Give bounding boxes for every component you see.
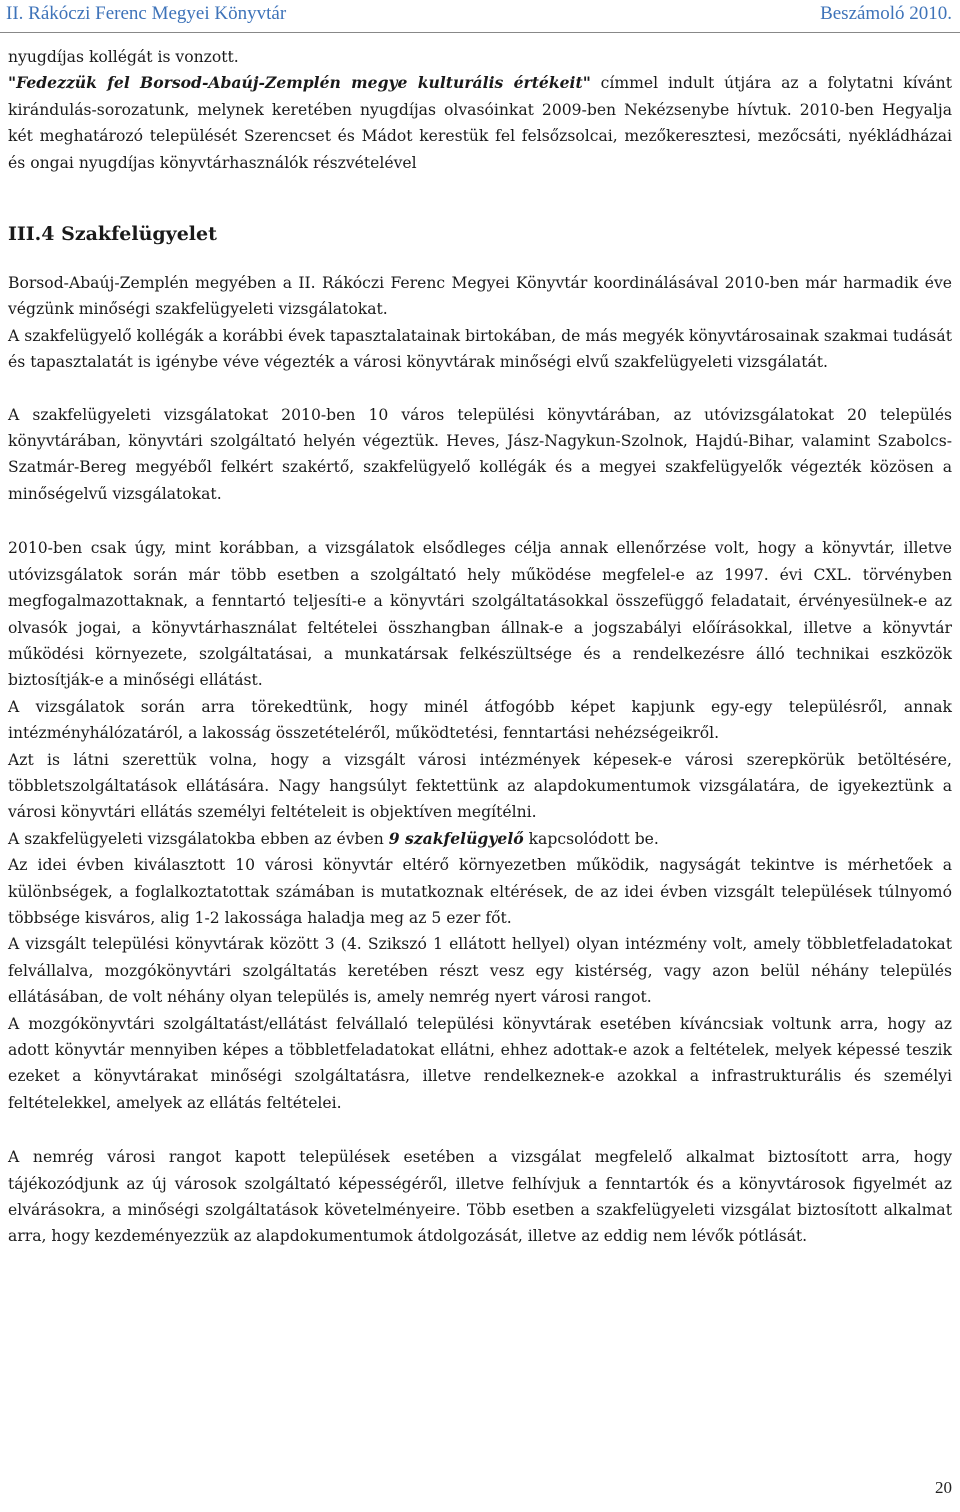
page-number: 20 xyxy=(935,1478,952,1497)
paragraph xyxy=(8,70,952,176)
section-heading: III.4 Szakfelügyelet xyxy=(8,223,217,246)
paragraph: Az idei évben kiválasztott 10 városi könyvtár eltérő környezetben működik, nagyságát tekintve is mérhetőek a különbségek, a foglalkoztatottak számában is mutatkoznak eltérések, de az idei évben vizsgált települések túlnyomó többsége kisváros, alig 1-2 lakossága haladja meg az 5 ezer főt. xyxy=(8,856,952,927)
paragraph: Borsod-Abaúj-Zemplén megyében a II. Rákóczi Ferenc Megyei Könyvtár koordinálásával 2010-ben már harmadik éve végzünk minőségi szakfelügyeleti vizsgálatokat. xyxy=(8,274,952,319)
paragraph: A szakfelügyeleti vizsgálatokat 2010-ben 10 város települési könyvtárában, az utóvizsgálatokat 20 település könyvtárában, könyvtári szolgáltató helyén végeztük. Heves, Jász-Nagykun-Szolnok, Hajdú-Bihar, valamint Szabolcs-Szatmár-Bereg megyéből felkért szakértő, szakfelügyelő kollégák és a megyei szakfelügyelők végezték közösen a minőségelvű vizsgálatokat. xyxy=(8,405,952,503)
paragraph: A vizsgálatok során arra törekedtünk, hogy minél átfogóbb képet kapjunk egy-egy településről, annak intézményhálózatáról, a lakosság összetételéről, működtetési, fenntartási nehézségeikről. xyxy=(8,697,952,743)
paragraph xyxy=(8,826,952,852)
paragraph: nyugdíjas kollégát is vonzott. xyxy=(8,48,239,66)
header-library-name: II. Rákóczi Ferenc Megyei Könyvtár xyxy=(6,3,287,24)
header-report-title: Beszámoló 2010. xyxy=(820,3,952,24)
supervisor-count: 9 szakfelügyelő xyxy=(388,828,524,848)
paragraph: A vizsgált települési könyvtárak között 3 (4. Szikszó 1 ellátott hellyel) olyan intézmény volt, amely többletfeladatokat felvállalva, mozgókönyvtári szolgáltatás keretében részt vesz egy kistérség, vagy azon belül néhány település ellátásában, de volt néhány olyan település is, amely nemrég nyert városi rangot. xyxy=(8,935,952,1007)
program-title: "Fedezzük fel Borsod-Abaúj-Zemplén megye kulturális értékeit" xyxy=(8,73,591,93)
paragraph: 2010-ben csak úgy, mint korábban, a vizsgálatok elsődleges célja annak ellenőrzése volt, hogy a könyvtár, illetve utóvizsgálatok során már több esetben a szolgáltató hely működése megfelel-e az 1997. évi CXL. törvényben megfogalmazottaknak, a fenntartó teljesíti-e a könyvtári szolgáltatásokkal összefüggő feladatait, érvényesülnek-e az olvasók jogai, a könyvtárhasználat feltételei összhangban állnak-e a jogszabályi előírásokkal, illetve a könyvtár működési környezete, szolgáltatásai, a munkatársak felkészültsége és a rendelkezésre álló technikai eszközök biztosítják-e a minőségi ellátást. xyxy=(8,539,952,690)
page-content xyxy=(8,44,952,1250)
page-header xyxy=(0,0,960,33)
paragraph-text: kapcsolódott be. xyxy=(523,829,659,848)
paragraph-text: címmel indult útjára az a folytatni kívánt kirándulás-sorozatunk, melynek keretében nyugdíjas olvasóinkat 2009-ben Nekézsenybe hívtuk. 2010-ben Hegyalja két meghatározó települését Szerencset és Mádot kerestük fel felsőzsolcai, mezőkeresztesi, mezőcsáti, nyékládházai és ongai nyugdíjas könyvtárhasználók részvételével xyxy=(8,74,952,172)
paragraph: Azt is látni szerettük volna, hogy a vizsgált városi intézmények képesek-e városi szerepkörük betöltésére, többletszolgáltatások ellátására. Nagy hangsúlyt fektettünk az alapdokumentumok vizsgálatára, de igyekeztünk a városi könyvtári ellátás személyi feltételeit is objektíven megítélni. xyxy=(8,750,952,822)
paragraph: A mozgókönyvtári szolgáltatást/ellátást felvállaló települési könyvtárak esetében kíváncsiak voltunk arra, hogy az adott könyvtár mennyiben képes a többletfeladatokat ellátni, ehhez adottak-e azok a feltételek, melyek képessé teszik ezeket a könyvtárakat minőségi szolgáltatásra, illetve rendelkeznek-e azokkal a infrastrukturális és személyi feltételekkel, amelyek az ellátás feltételei. xyxy=(8,1014,952,1112)
paragraph: A szakfelügyelő kollégák a korábbi évek tapasztalatainak birtokában, de más megyék könyvtárosainak szakmai tudását és tapasztalatát is igénybe véve végezték a városi könyvtárak minőségi elvű szakfelügyeleti vizsgálatát. xyxy=(8,326,952,372)
paragraph: A nemrég városi rangot kapott települések esetében a vizsgálat megfelelő alkalmat biztosított arra, hogy tájékozódjunk az új városok szolgáltató képességéről, illetve felhívjuk a fenntartók és a könyvtárosok figyelmét az elvárásokra, a minőségi szolgáltatások követelményeire. Több esetben a szakfelügyeleti vizsgálat biztosított alkalmat arra, hogy kezdeményezzük az alapdokumentumok átdolgozását, illetve az eddig nem lévők pótlását. xyxy=(8,1148,952,1246)
paragraph-text: A szakfelügyeleti vizsgálatokba ebben az évben xyxy=(8,829,389,848)
